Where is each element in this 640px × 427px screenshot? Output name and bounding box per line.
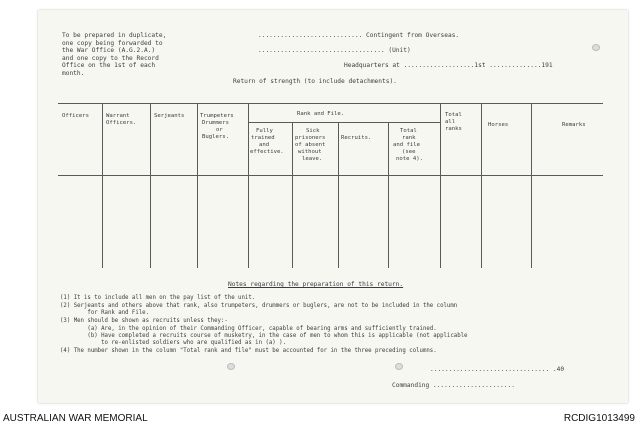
col-total-all-1: Total [445, 112, 462, 118]
note-line-1: (1) It is to include all men on the pay list of the unit. [60, 295, 256, 301]
column-divider [481, 103, 482, 268]
note-line-4: (3) Men should be shown as recruits unless they:- [60, 318, 228, 324]
instruction-line-6: month. [62, 69, 85, 77]
col-officers: Officers [62, 113, 89, 119]
note-line-8: (4) The number shown in the column "Total rank and file" must be accounted for in the three preceding columns. [60, 348, 437, 354]
col-horses: Horses [488, 122, 509, 128]
col-fully-1: Fully [256, 128, 273, 134]
table-top-rule [58, 103, 603, 104]
instruction-line-5: Office on the 1st of each [62, 62, 156, 69]
col-total-rank-5: note 4). [396, 156, 423, 162]
col-trumpeters-2: Drummers [202, 120, 229, 126]
column-divider [248, 103, 249, 268]
unit-field: .................................. (Unit) [258, 47, 411, 54]
commanding-field: Commanding ...................... [392, 382, 515, 389]
col-total-rank-3: and file [393, 142, 420, 148]
col-total-rank-4: (see [402, 149, 416, 155]
column-divider [150, 103, 151, 268]
col-total-rank-1: Total [400, 128, 417, 134]
col-warrant-2: Officers. [106, 120, 137, 126]
punch-hole [227, 363, 235, 370]
col-fully-3: and [259, 142, 270, 148]
record-id: RCDIG1013499 [563, 413, 635, 424]
headquarters-field: Headquarters at ...................1st ..............191 [344, 62, 553, 69]
col-remarks: Remarks [562, 122, 586, 128]
contingent-field: ............................ Contingent from Overseas. [258, 32, 460, 39]
punch-hole [395, 363, 403, 370]
column-divider [388, 122, 389, 268]
note-line-5: (a) Are, in the opinion of their Commanding Officer, capable of bearing arms and sufficiently trained. [60, 326, 437, 332]
col-sick-1: Sick [306, 128, 320, 134]
column-divider [197, 103, 198, 268]
col-rank-and-file: Rank and File. [297, 111, 345, 117]
col-sick-5: leave. [302, 156, 323, 162]
col-fully-2: trained [251, 135, 275, 141]
instruction-line-1: To be prepared in duplicate, [62, 32, 167, 39]
col-serjeants: Serjeants [154, 113, 185, 119]
col-sick-4: without [298, 149, 322, 155]
column-divider [531, 103, 532, 268]
punch-hole [592, 44, 600, 51]
column-divider [338, 122, 339, 268]
col-sick-2: prisoners [295, 135, 326, 141]
col-trumpeters-1: Trumpeters [200, 113, 234, 119]
col-trumpeters-4: Buglers. [202, 134, 229, 140]
instruction-line-2: one copy being forwarded to [62, 39, 163, 47]
col-total-all-2: all [445, 119, 456, 125]
instruction-line-3: the War Office (A.G.2.A.) [62, 47, 156, 54]
col-warrant-1: Warrant [106, 113, 130, 119]
note-line-2: (2) Serjeants and others above that rank, also trumpeters, drummers or buglers, are not to be included in the column [60, 303, 458, 309]
instruction-line-4: and one copy to the Record [62, 54, 159, 62]
col-trumpeters-3: or [216, 127, 223, 133]
col-total-all-3: ranks [445, 126, 462, 132]
return-title: Return of strength (to include detachments). [233, 78, 397, 85]
note-line-3: for Rank and File. [60, 310, 150, 316]
notes-title: Notes regarding the preparation of this return. [228, 281, 404, 288]
col-recruits: Recruits. [341, 135, 372, 141]
col-fully-4: effective. [250, 149, 284, 155]
signature-dots: ................................ .40 [430, 366, 565, 373]
table-header-rule [58, 175, 603, 176]
column-divider [292, 122, 293, 268]
column-divider [102, 103, 103, 268]
note-line-7: to re-enlisted soldiers who are qualified as in (a) ). [60, 340, 286, 346]
col-sick-3: of absent [295, 142, 326, 148]
archive-credit: AUSTRALIAN WAR MEMORIAL [3, 413, 148, 424]
column-divider [440, 103, 441, 268]
note-line-6: (b) Have completed a recruits course of musketry, in the case of men to whom this is applicable (not applicable [60, 333, 468, 339]
rank-file-subrule [248, 122, 440, 123]
col-total-rank-2: rank [402, 135, 416, 141]
